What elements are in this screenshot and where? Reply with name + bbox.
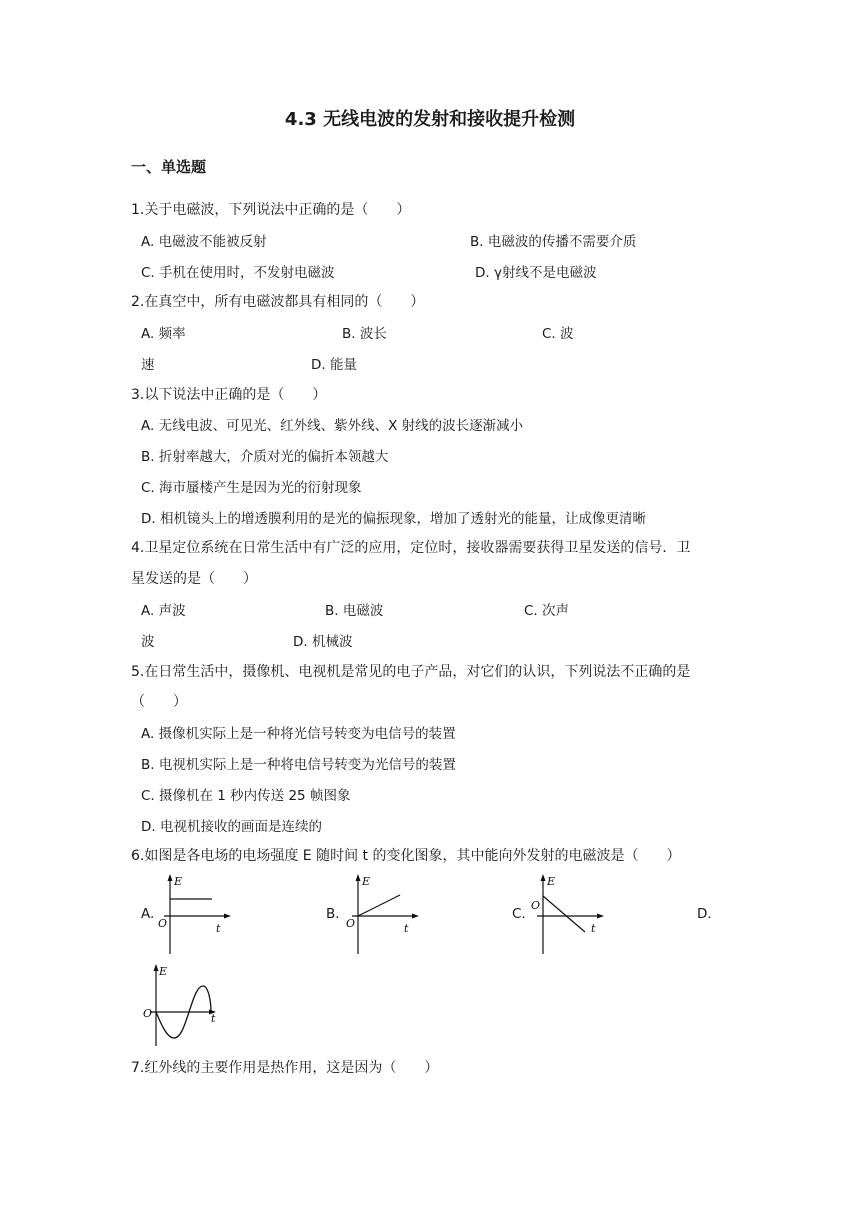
question-5-stem-line1: 5.在日常生活中，摄像机、电视机是常见的电子产品，对它们的认识，下列说法不正确的是 xyxy=(131,664,691,680)
question-5-stem-line2: （ ） xyxy=(131,694,187,710)
question-2-option-c-wrap: 速 xyxy=(141,357,155,373)
question-4-option-b: B. 电磁波 xyxy=(325,603,384,619)
graph-b-t-label: t xyxy=(404,922,409,935)
graph-c-t-label: t xyxy=(591,922,596,935)
question-4-stem-line1: 4.卫星定位系统在日常生活中有广泛的应用，定位时，接收器需要获得卫星发送的信号．卫 xyxy=(131,540,691,556)
graph-c xyxy=(525,872,605,954)
question-6-option-a-label: A. xyxy=(141,906,155,922)
question-1-option-a: A. 电磁波不能被反射 xyxy=(141,234,267,250)
question-6-stem: 6.如图是各电场的电场强度 E 随时间 t 的变化图象，其中能向外发射的电磁波是（ ） xyxy=(131,848,681,864)
question-4-option-c-wrap: 波 xyxy=(141,634,155,650)
question-5-option-a: A. 摄像机实际上是一种将光信号转变为电信号的装置 xyxy=(141,726,456,742)
question-2-option-b: B. 波长 xyxy=(342,326,387,342)
graph-d-t-label: t xyxy=(211,1012,216,1025)
graph-d xyxy=(141,962,221,1046)
question-5-option-c: C. 摄像机在 1 秒内传送 25 帧图象 xyxy=(141,788,351,804)
graph-b xyxy=(340,872,420,954)
question-1-option-c: C. 手机在使用时，不发射电磁波 xyxy=(141,265,335,281)
question-3-option-a: A. 无线电波、可见光、红外线、紫外线、X 射线的波长逐渐减小 xyxy=(141,418,524,434)
question-4-option-a: A. 声波 xyxy=(141,603,186,619)
graph-a xyxy=(152,872,232,954)
question-2-stem: 2.在真空中，所有电磁波都具有相同的（ ） xyxy=(131,294,425,310)
graph-b-origin-label: O xyxy=(346,917,356,930)
graph-c-e-label: E xyxy=(547,875,556,888)
graph-b-e-label: E xyxy=(362,875,371,888)
graph-c-origin-label: O xyxy=(531,899,541,912)
question-3-stem: 3.以下说法中正确的是（ ） xyxy=(131,387,327,403)
question-3-option-d: D. 相机镜头上的增透膜利用的是光的偏振现象，增加了透射光的能量，让成像更清晰 xyxy=(141,511,646,527)
question-7-stem: 7.红外线的主要作用是热作用，这是因为（ ） xyxy=(131,1060,439,1076)
question-1-option-b: B. 电磁波的传播不需要介质 xyxy=(470,234,637,250)
question-6-option-d-label: D. xyxy=(697,906,712,922)
section-heading: 一、单选题 xyxy=(131,158,207,176)
question-3-option-b: B. 折射率越大，介质对光的偏折本领越大 xyxy=(141,449,389,465)
question-1-stem: 1.关于电磁波，下列说法中正确的是（ ） xyxy=(131,202,411,218)
question-6-option-c-label: C. xyxy=(512,906,526,922)
graph-d-origin-label: O xyxy=(143,1007,153,1020)
graph-a-t-label: t xyxy=(216,922,221,935)
question-2-option-a: A. 频率 xyxy=(141,326,186,342)
question-5-option-d: D. 电视机接收的画面是连续的 xyxy=(141,819,322,835)
graph-d-e-label: E xyxy=(159,965,168,978)
question-4-option-d: D. 机械波 xyxy=(293,634,353,650)
question-1-option-d: D. γ射线不是电磁波 xyxy=(475,265,597,281)
graph-a-e-label: E xyxy=(174,875,183,888)
question-4-option-c: C. 次声 xyxy=(524,603,570,619)
question-5-option-b: B. 电视机实际上是一种将电信号转变为光信号的装置 xyxy=(141,757,456,773)
question-4-stem-line2: 星发送的是（ ） xyxy=(131,571,257,587)
question-6-option-b-label: B. xyxy=(326,906,340,922)
question-3-option-c: C. 海市蜃楼产生是因为光的衍射现象 xyxy=(141,480,362,496)
graph-a-origin-label: O xyxy=(158,917,168,930)
question-2-option-c: C. 波 xyxy=(542,326,574,342)
question-2-option-d: D. 能量 xyxy=(311,357,357,373)
page-title: 4.3 无线电波的发射和接收提升检测 xyxy=(284,109,576,130)
